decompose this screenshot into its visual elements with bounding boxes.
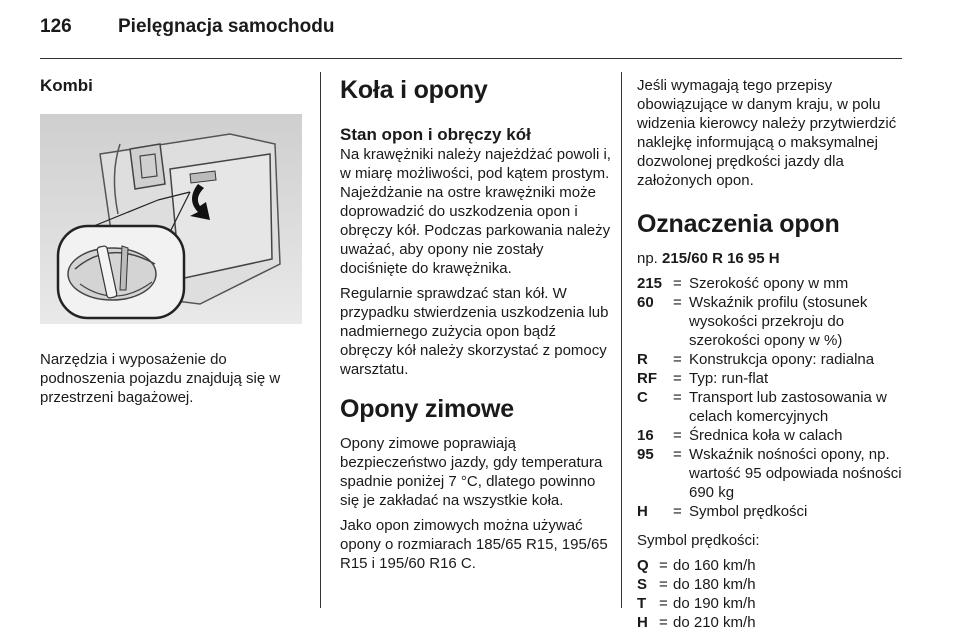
subsection-title-stan-opon: Stan opon i obręczy kół — [340, 125, 531, 144]
code-equals: = — [673, 446, 682, 463]
example-prefix: np. — [637, 250, 663, 267]
tire-code-row — [637, 388, 904, 426]
speed-symbol-row — [637, 613, 888, 632]
paragraph: Regularnie sprawdzać stan kół. W przypadku stwierdzenia uszkodzenia lub nadmiernego zużycia opon bądź obręczy kół należy skorzystać z pomocy warsztatu. — [340, 285, 609, 378]
code-description: Symbol prędkości — [689, 503, 808, 520]
code-key: 60 — [637, 294, 654, 311]
column-1 — [40, 76, 308, 413]
code-description: do 160 km/h — [673, 557, 756, 574]
code-description: Szerokość opony w mm — [689, 275, 849, 292]
tire-code-row — [637, 502, 904, 521]
code-equals: = — [659, 576, 668, 593]
code-key: S — [637, 576, 648, 593]
code-equals: = — [673, 503, 682, 520]
code-key: T — [637, 595, 647, 612]
tire-code-row — [637, 426, 904, 445]
page-number: 126 — [40, 16, 72, 37]
paragraph: Jako opon zimowych można używać opony o rozmiarach 185/65 R15, 195/65 R15 i 195/60 R16 C. — [340, 517, 608, 572]
paragraph: Opony zimowe poprawiają bezpieczeństwo jazdy, gdy temperatura spadnie poniżej 7 °C, dlatego powinno się je zakładać na wszystkie koła. — [340, 435, 603, 509]
tire-code-row — [637, 445, 904, 502]
header-rule — [40, 58, 902, 59]
trunk-caption: Narzędzia i wyposażenie do podnoszenia pojazdu znajdują się w przestrzeni bagażowej. — [40, 351, 281, 406]
code-description: do 180 km/h — [673, 576, 756, 593]
trunk-illustration — [40, 114, 302, 324]
column-divider — [320, 72, 321, 608]
code-key: R — [637, 351, 648, 368]
code-key: H — [637, 503, 648, 520]
code-equals: = — [659, 595, 668, 612]
code-equals: = — [673, 370, 682, 387]
code-description: Wskaźnik nośności opony, np. wartość 95 odpowiada nośności 690 kg — [689, 446, 902, 501]
code-equals: = — [673, 427, 682, 444]
code-description: do 190 km/h — [673, 595, 756, 612]
speed-symbol-table — [637, 556, 888, 632]
code-description: Transport lub zastosowania w celach komercyjnych — [689, 389, 887, 425]
section-title-opony-zimowe: Opony zimowe — [340, 395, 515, 423]
code-description: Konstrukcja opony: radialna — [689, 351, 875, 368]
code-equals: = — [673, 275, 682, 292]
trunk-illustration-svg — [40, 114, 302, 324]
code-key: RF — [637, 370, 657, 387]
example-code: 215/60 R 16 95 H — [662, 250, 780, 267]
page-title: Pielęgnacja samochodu — [118, 16, 335, 37]
tire-code-row — [637, 293, 904, 350]
paragraph: Na krawężniki należy najeżdżać powoli i, w miarę możliwości, pod kątem prostym. Najeżdżanie na ostre krawężniki może doprowadzić do uszkodzenia opon i obręczy kół. Podczas parkowania należy uważać, aby opony nie zostały dociśnięte do krawężnika. — [340, 146, 611, 277]
tire-code-example — [637, 249, 907, 268]
code-description: do 210 km/h — [673, 614, 756, 631]
tire-code-row — [637, 350, 904, 369]
speed-symbol-label: Symbol prędkości: — [637, 532, 760, 549]
section-title-oznaczenia-opon: Oznaczenia opon — [637, 210, 840, 238]
speed-symbol-row — [637, 575, 888, 594]
code-key: Q — [637, 557, 649, 574]
speed-symbol-row — [637, 556, 888, 575]
code-equals: = — [673, 294, 682, 311]
code-key: 95 — [637, 446, 654, 463]
section-heading-kombi: Kombi — [40, 76, 93, 95]
tire-code-row — [637, 369, 904, 388]
code-key: 16 — [637, 427, 654, 444]
code-equals: = — [673, 351, 682, 368]
code-equals: = — [673, 389, 682, 406]
column-2 — [340, 76, 612, 579]
tire-code-table — [637, 274, 904, 521]
code-equals: = — [659, 614, 668, 631]
section-title-kola-i-opony: Koła i opony — [340, 76, 488, 104]
code-description: Wskaźnik profilu (stosunek wysokości przekroju do szerokości opony w %) — [689, 294, 868, 349]
speed-symbol-row — [637, 594, 888, 613]
code-key: 215 — [637, 275, 663, 292]
column-3 — [637, 76, 907, 640]
code-equals: = — [659, 557, 668, 574]
paragraph: Jeśli wymagają tego przepisy obowiązujące w danym kraju, w polu widzenia kierowcy należy przytwierdzić naklejkę informującą o maksymalnej dozwolonej prędkości jazdy dla założonych opon. — [637, 77, 897, 189]
tire-code-row — [637, 274, 904, 293]
code-key: C — [637, 389, 648, 406]
code-description: Średnica koła w calach — [689, 427, 843, 444]
column-divider — [621, 72, 622, 608]
code-key: H — [637, 614, 648, 631]
code-description: Typ: run-flat — [689, 370, 769, 387]
